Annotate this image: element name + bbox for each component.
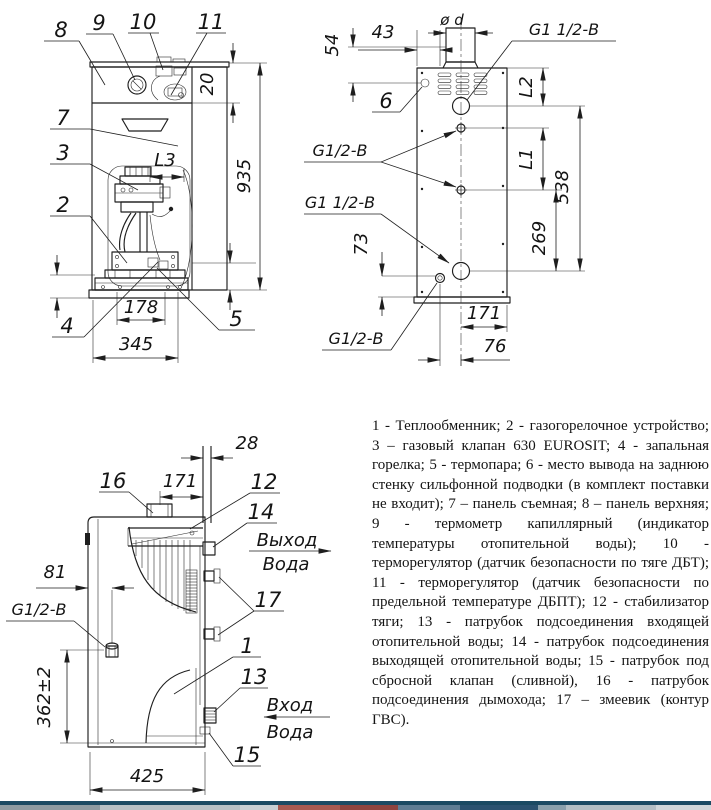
strip-segment [566,805,656,810]
front-view-drawing [40,0,305,380]
callout-10: 10 [129,10,157,34]
dim-178: 178 [123,297,159,318]
strip-segment [278,805,340,810]
dim-171-rear: 171 [466,303,502,324]
parts-legend-text: 1 - Теплообменник; 2 - газогорелочное устройство; 3 – газовый клапан 630 EUROSIT; 4 - запальная горелка; 5 - термопара; 6 - место вывода на заднюю стенку сильфонной подводки (в комплект поставки не входит); 7 – панель съемная; 8 – панель верхняя; 9 - термометр капиллярный (индикатор температуры отопительной воды); 10 - терморегулятор (датчик безопасности по тяге ДБТ); 11 - терморегулятор (датчик безопасности по предельной температуре ДБПТ); 12 - стабилизатор тяги; 13 - патрубок подсоединения входящей отопительной воды; 14 - патрубок подсоединения выходящей отопительной воды; 15 - патрубок под сбросной клапан (сливной), 16 - патрубок подсоединения дымохода; 17 – змеевик (контур ГВС). [372,418,709,728]
thread-label-g1-2-bottom: G1/2-В [328,329,384,348]
front-view-svg [40,0,305,380]
side-view-svg [0,415,370,810]
bottom-strip-segments [0,805,711,810]
dim-76: 76 [483,336,507,357]
callout-11: 11 [197,10,225,34]
callout-4: 4 [60,314,74,338]
strip-segment [0,805,100,810]
callout-14: 14 [247,500,275,524]
rear-screws [421,72,504,293]
thread-label-g1-2-middle: G1/2-В [312,141,368,160]
flue-stub [446,28,475,62]
strip-segment [460,805,538,810]
dim-935: 935 [234,158,255,194]
callout-16: 16 [99,469,127,493]
rear-view-svg [300,0,711,380]
flow-out-word1: Выход [256,530,318,551]
dim-L3: L3 [154,150,176,171]
callout-8: 8 [54,18,68,42]
dhw-coil [186,570,197,613]
thermocouple [159,261,168,269]
callout-12: 12 [250,470,278,494]
callout-7: 7 [56,106,70,130]
door-hinge [85,533,90,545]
pilot-burner [148,258,158,267]
dim-538: 538 [552,169,573,205]
front-thermostat-assembly [128,66,186,100]
dim-362: 362±2 [34,666,55,728]
bottom-edge-strip [0,801,711,810]
dim-171-side: 171 [162,471,198,492]
strip-segment [100,805,240,810]
dim-20: 20 [197,72,218,96]
dim-345: 345 [118,334,154,355]
dim-L1: L1 [516,148,537,170]
callout-2: 2 [56,193,70,217]
side-view-drawing [0,415,370,810]
flow-in-word1: Вход [266,695,314,716]
inlet-water-stub [200,708,216,734]
callout-3: 3 [56,141,70,165]
strip-segment [340,805,398,810]
front-burner-assembly [95,166,192,290]
flow-out-word2: Вода [262,554,310,575]
dim-54: 54 [322,33,343,57]
dim-269: 269 [529,220,550,256]
callout-13: 13 [240,665,268,689]
front-callouts [44,10,255,338]
thread-label-g1-2-side: G1/2-В [11,600,67,619]
dim-L2: L2 [516,76,537,98]
burner-door-arc [146,670,190,743]
callout-17: 17 [254,588,282,612]
dim-73: 73 [351,232,372,256]
dim-flue-diameter: ø d [440,11,464,29]
dim-28: 28 [235,433,259,454]
drain-connection [436,274,445,283]
strip-segment [240,805,278,810]
callout-15: 15 [233,743,261,767]
callout-5: 5 [229,307,243,331]
flow-in-word2: Вода [266,722,314,743]
callout-9: 9 [92,11,106,35]
strip-segment [538,805,566,810]
dim-81: 81 [43,562,67,583]
thread-label-g1-1-2-top: G1 1/2-В [528,20,600,39]
drain-stub [106,643,118,657]
rear-view-drawing [300,0,711,380]
dim-43: 43 [371,22,395,43]
dim-425: 425 [129,766,165,787]
heat-exchanger-fins [136,540,190,612]
strip-segment [656,805,711,810]
rear-dimensions [322,11,585,366]
bellows-outlet-hole [421,79,429,87]
callout-1: 1 [240,634,254,658]
strip-segment [398,805,460,810]
callout-6: 6 [379,89,393,113]
thread-label-g1-1-2-lower: G1 1/2-В [304,193,376,212]
